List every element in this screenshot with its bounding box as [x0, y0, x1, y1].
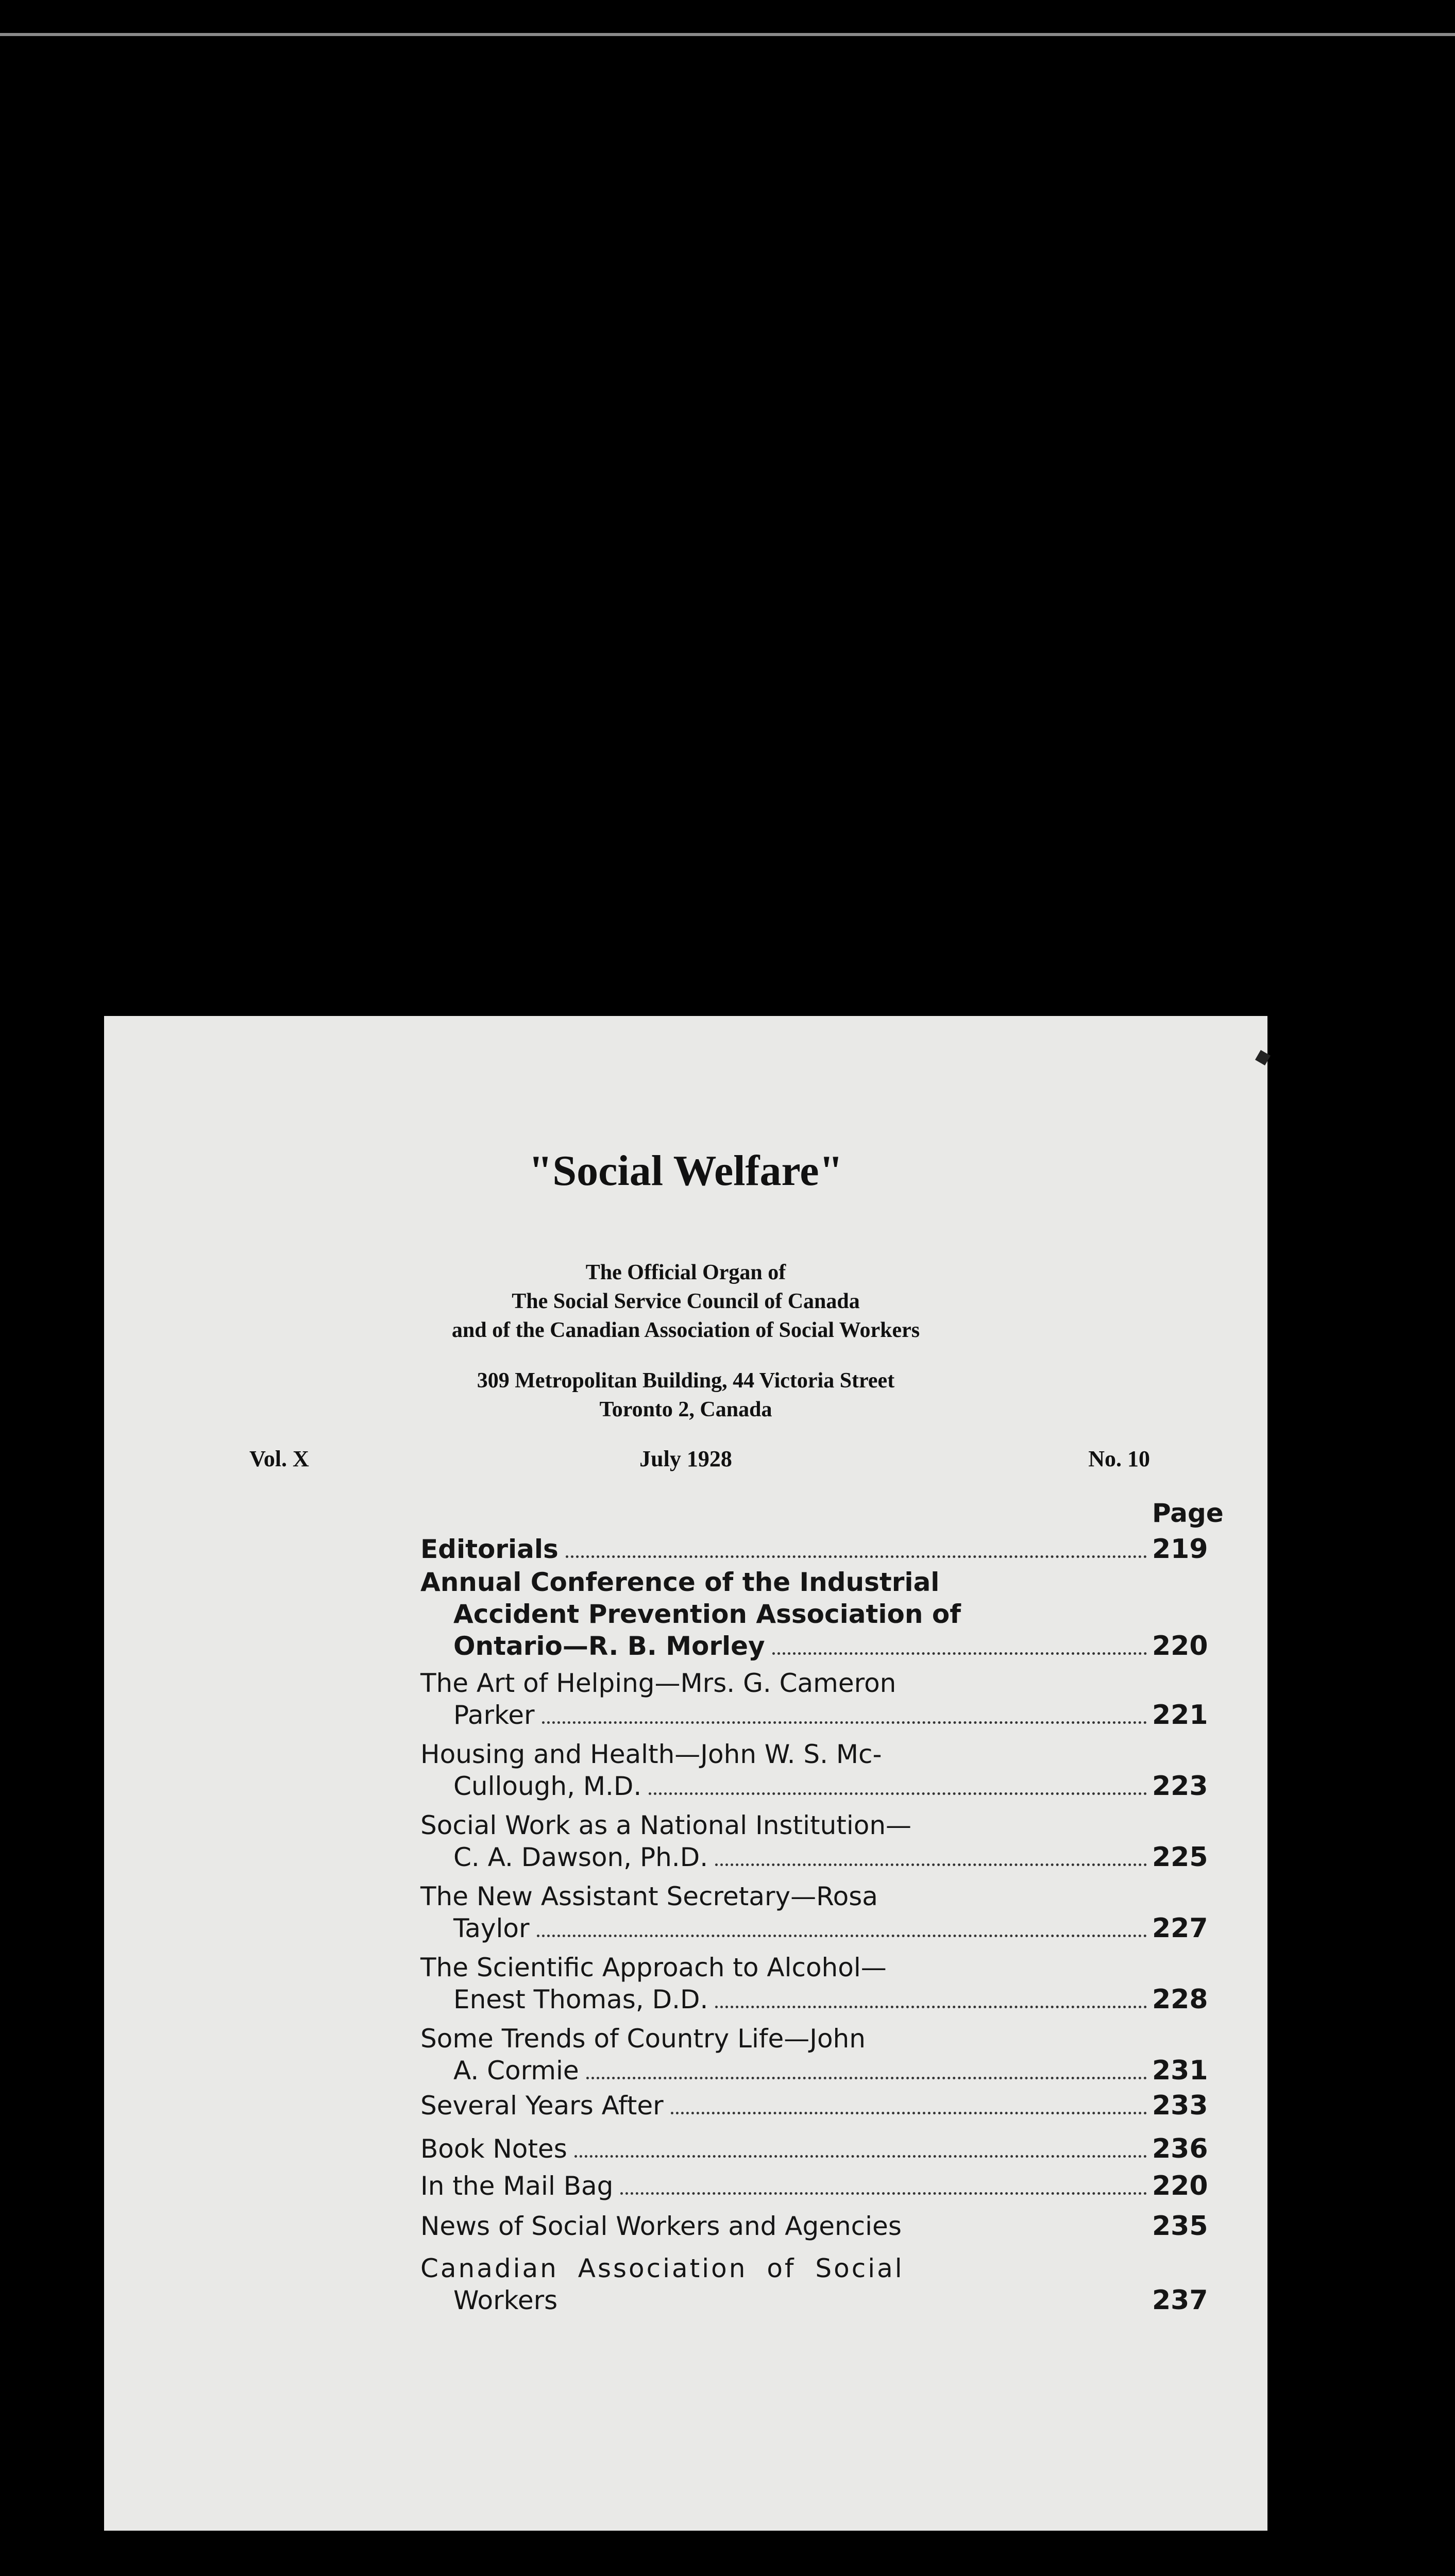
toc-entry [420, 1667, 1224, 1731]
toc-entry [420, 1566, 1224, 1662]
toc-entry-title: Taylor [453, 1913, 530, 1943]
publication-title: "Social Welfare" [528, 1147, 843, 1195]
toc-entry-title: Ontario—R. B. Morley [453, 1631, 765, 1661]
organ-line: The Social Service Council of Canada [512, 1290, 860, 1313]
toc-entry [420, 2023, 1224, 2087]
toc-entry-title: Several Years After [420, 2091, 664, 2121]
toc-entry-title: The Scientific Approach to Alcohol— [420, 1953, 887, 1982]
toc-entry [420, 1952, 1224, 2015]
toc-entry-title: Parker [453, 1700, 535, 1730]
toc-entry [420, 1809, 1224, 1873]
toc-entry-title: Book Notes [420, 2134, 567, 2164]
address-block [104, 1366, 1267, 1424]
dot-leader [574, 2155, 1147, 2158]
issue-date: July 1928 [639, 1446, 732, 1471]
organ-line: The Official Organ of [585, 1261, 786, 1284]
toc-entry-page: 231 [1152, 2055, 1208, 2086]
dot-leader [542, 1721, 1147, 1724]
toc-entry-title: Workers [453, 2285, 558, 2315]
toc-entry-page: 223 [1152, 1771, 1208, 1802]
issue-number: No. 10 [1088, 1446, 1150, 1471]
dot-leader [649, 1792, 1147, 1795]
toc-entry-page: 235 [1152, 2211, 1208, 2242]
dot-leader [566, 1555, 1147, 1558]
dot-leader [537, 1935, 1147, 1937]
toc-entry [420, 2252, 1224, 2316]
toc-entry-title: Some Trends of Country Life—John [420, 2024, 866, 2054]
toc-entry-title: The Art of Helping—Mrs. G. Cameron [420, 1668, 896, 1698]
dot-leader [715, 1863, 1147, 1866]
toc-entry [420, 1880, 1224, 1944]
dot-leader [671, 2112, 1147, 2114]
film-top-rule [0, 33, 1455, 36]
official-organ-block [104, 1258, 1267, 1345]
toc-entry-title: Annual Conference of the Industrial [420, 1567, 940, 1597]
toc-entry-title: In the Mail Bag [420, 2171, 614, 2201]
toc-entry [420, 2210, 1224, 2242]
toc-entry-title: A. Cormie [453, 2056, 579, 2086]
toc-entry [420, 2133, 1224, 2165]
dot-leader [620, 2192, 1147, 2195]
toc-entry-title: Cullough, M.D. [453, 1771, 642, 1801]
toc-entry-page: 227 [1152, 1913, 1208, 1944]
dot-leader [586, 2077, 1147, 2079]
toc-entry [420, 1738, 1224, 1802]
toc-entry-page: 221 [1152, 1700, 1208, 1731]
toc-entry-title: Accident Prevention Association of [453, 1599, 961, 1629]
toc-entry-page: 237 [1152, 2285, 1208, 2316]
document-page [104, 1016, 1267, 2531]
address-line: 309 Metropolitan Building, 44 Victoria Street [477, 1369, 895, 1393]
toc-entry-page: 225 [1152, 1842, 1208, 1873]
dot-leader [772, 1652, 1147, 1655]
toc-entry-title: Social Work as a National Institution— [420, 1810, 912, 1840]
toc-page-header: Page [1152, 1498, 1224, 1528]
toc-entry-page: 236 [1152, 2133, 1208, 2164]
toc-entry-title: Canadian Association of Social [420, 2253, 904, 2283]
toc-entry-title: The New Assistant Secretary—Rosa [420, 1882, 878, 1911]
toc-entry-page: 220 [1152, 1631, 1208, 1662]
toc-entry-page: 228 [1152, 1984, 1208, 2015]
toc-entry [420, 2090, 1224, 2122]
toc-entry-page: 219 [1152, 1534, 1208, 1565]
toc-entry-title: News of Social Workers and Agencies [420, 2211, 902, 2241]
toc-entry-title: Enest Thomas, D.D. [453, 1985, 708, 2014]
toc-entry-title: Housing and Health—John W. S. Mc- [420, 1739, 882, 1769]
toc-entry [420, 1533, 1224, 1565]
toc-entry-page: 220 [1152, 2171, 1208, 2201]
toc-entry [420, 2170, 1224, 2202]
toc-entry-title: Editorials [420, 1534, 559, 1564]
address-line: Toronto 2, Canada [599, 1398, 772, 1421]
toc-entry-page: 233 [1152, 2090, 1208, 2121]
volume-label: Vol. X [249, 1446, 309, 1471]
dot-leader [715, 2006, 1147, 2008]
toc-entry-title: C. A. Dawson, Ph.D. [453, 1842, 708, 1872]
organ-line: and of the Canadian Association of Social Workers [451, 1318, 920, 1342]
